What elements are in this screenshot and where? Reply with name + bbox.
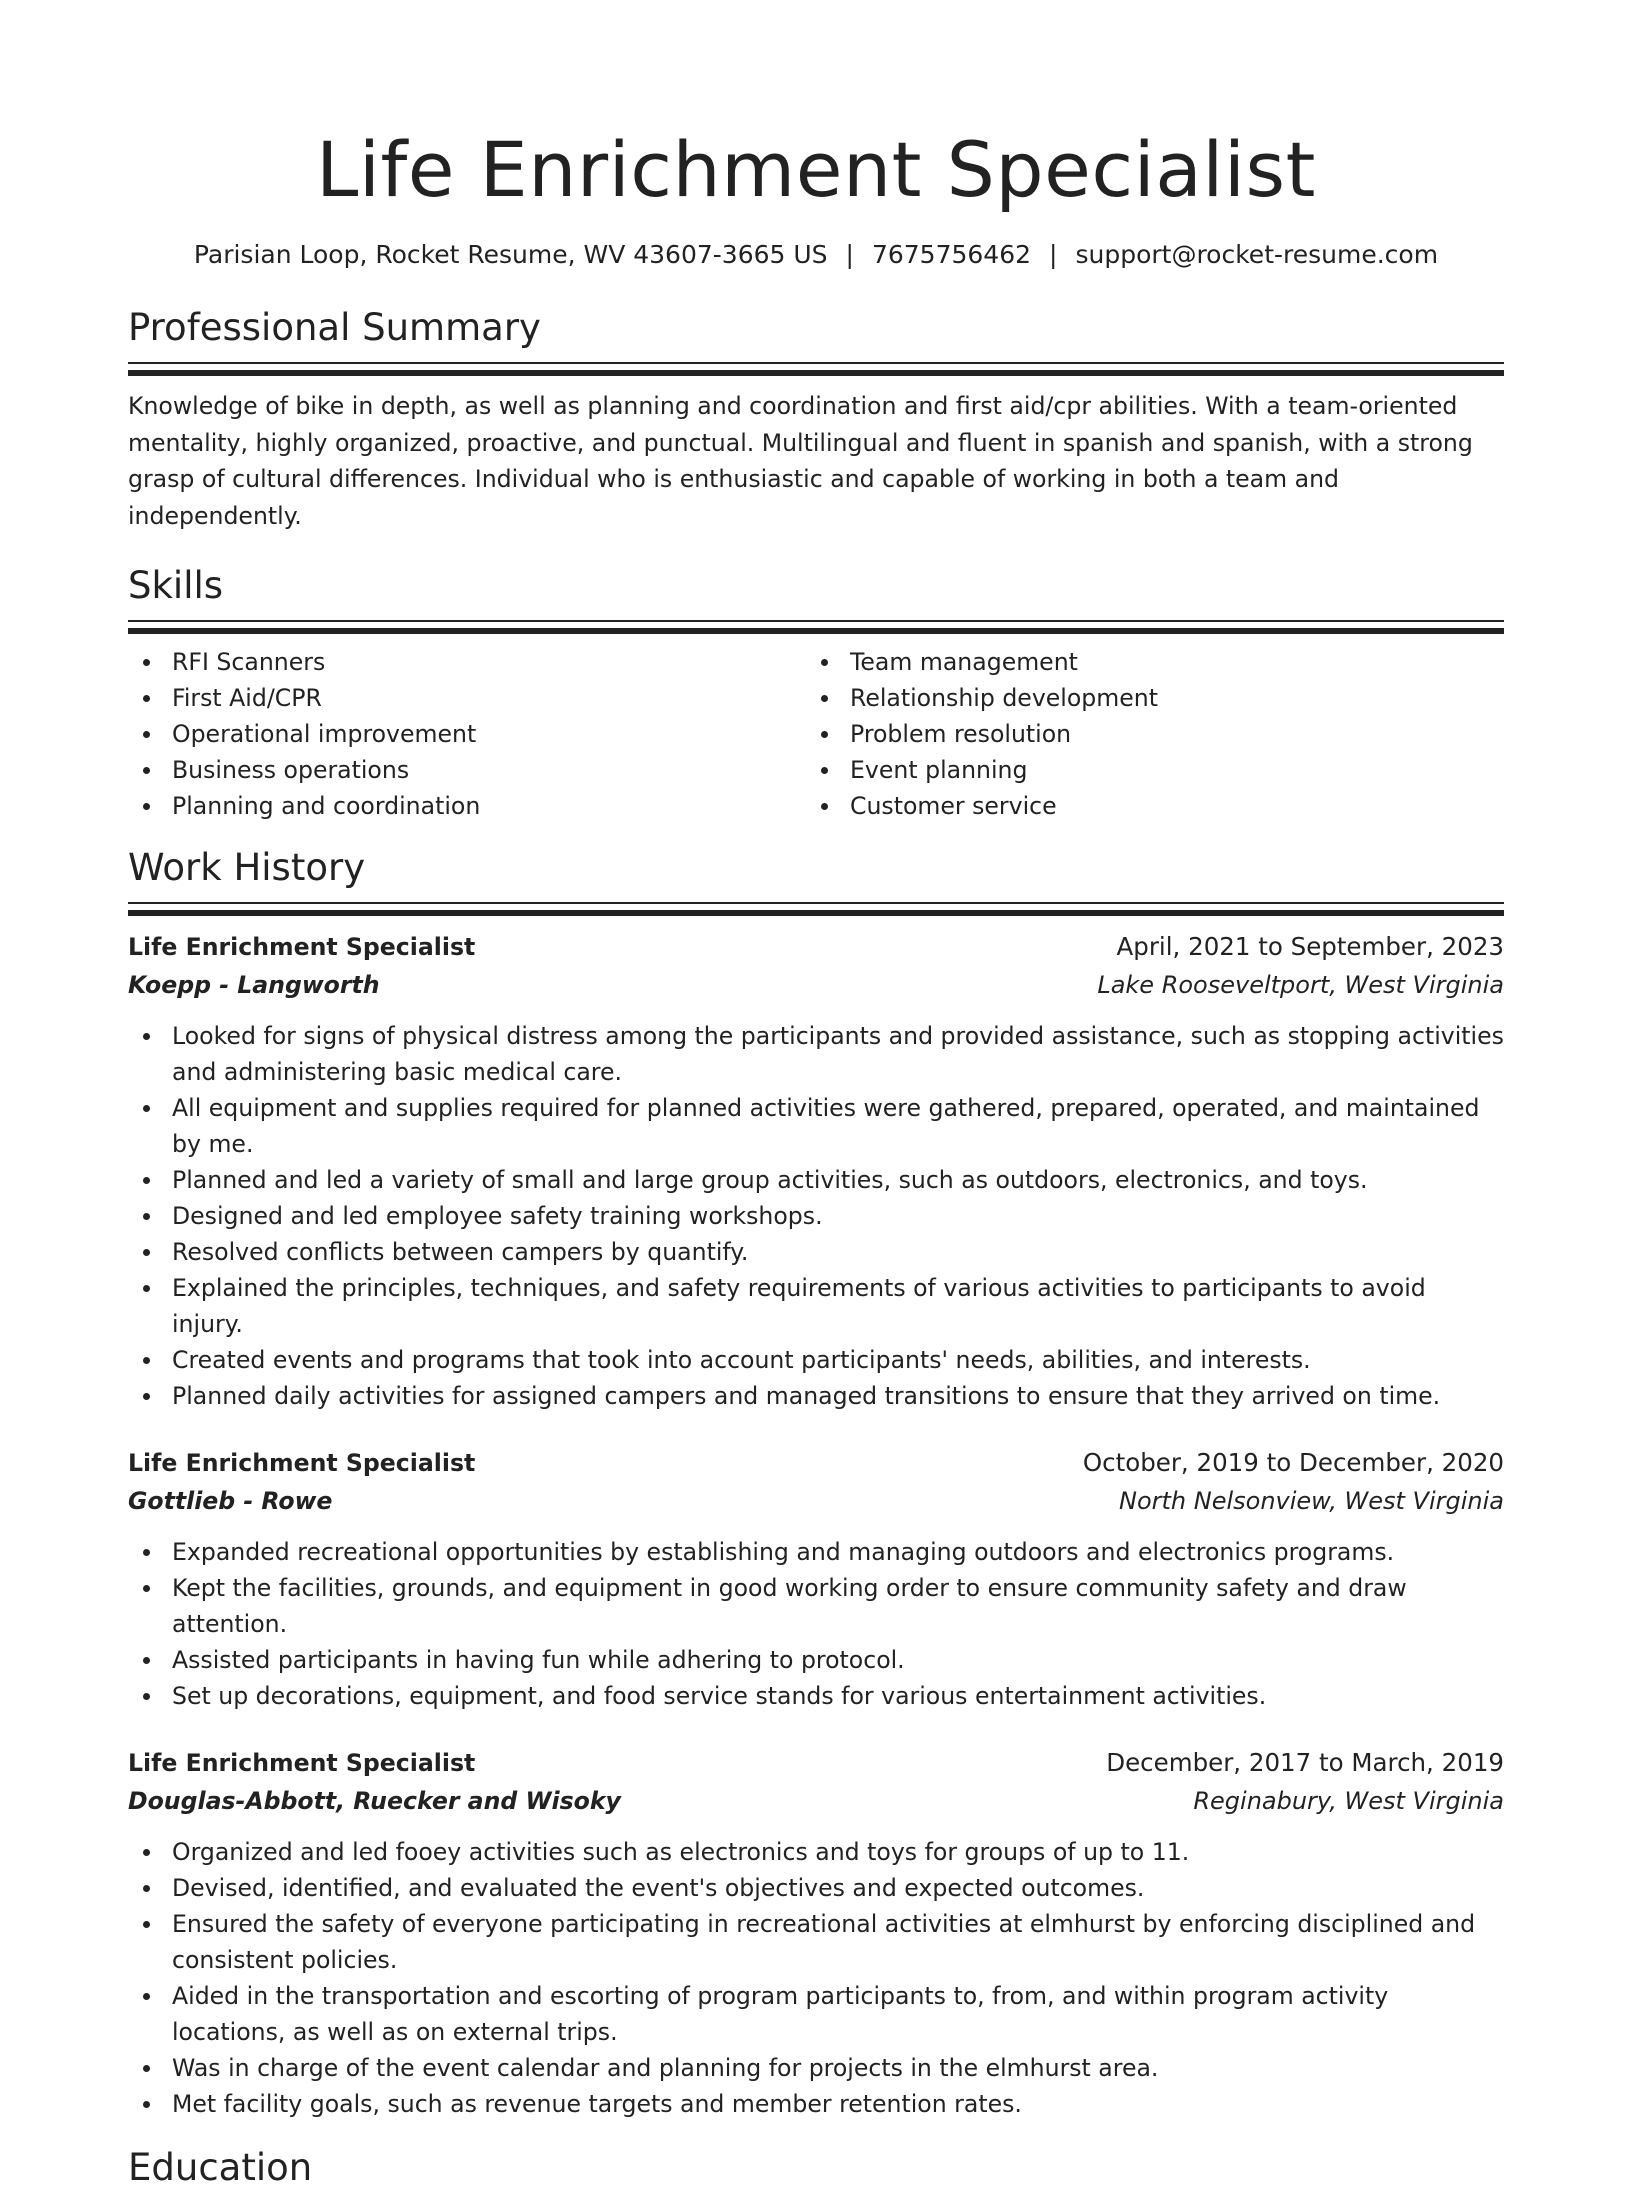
contact-separator: | <box>845 240 854 269</box>
summary-section <box>128 304 1504 534</box>
skill-item: Operational improvement <box>172 716 806 752</box>
job-duties <box>128 1834 1504 2122</box>
duty-item: Planned and led a variety of small and large group activities, such as outdoors, electronics, and toys. <box>128 1162 1504 1198</box>
skills-column-left <box>128 644 806 824</box>
job-location: North Nelsonview, West Virginia <box>1118 1487 1504 1515</box>
skills-section <box>128 562 1504 824</box>
job-title: Life Enrichment Specialist <box>128 933 476 961</box>
duty-item: Looked for signs of physical distress among the participants and provided assistance, such as stopping activities and administering basic medical care. <box>128 1018 1504 1090</box>
skill-item: Problem resolution <box>850 716 1484 752</box>
job-title: Life Enrichment Specialist <box>128 1449 476 1477</box>
job-header-row <box>128 1744 1504 1782</box>
skill-item: RFI Scanners <box>172 644 806 680</box>
job-dates: December, 2017 to March, 2019 <box>1106 1748 1504 1777</box>
skill-item: Customer service <box>850 788 1484 824</box>
duty-item: Resolved conflicts between campers by quantify. <box>128 1234 1504 1270</box>
duty-item: Aided in the transportation and escorting of program participants to, from, and within program activity locations, as well as on external trips. <box>128 1978 1504 2050</box>
resume-page <box>128 0 1504 2192</box>
resume-name: Life Enrichment Specialist <box>316 125 1316 214</box>
contact-phone: 7675756462 <box>871 240 1032 269</box>
summary-text: Knowledge of bike in depth, as well as planning and coordination and first aid/cpr abilities. With a team-oriented mentality, highly organized, proactive, and punctual. Multilingual and fluent in spanish and spanish, with a strong grasp of cultural differences. Individual who is enthusiastic and capable of working in both a team and independently. <box>128 392 1473 530</box>
skill-item: First Aid/CPR <box>172 680 806 716</box>
section-divider <box>128 902 1504 916</box>
job-entry <box>128 1744 1504 2122</box>
duty-item: Ensured the safety of everyone participating in recreational activities at elmhurst by enforcing disciplined and consistent policies. <box>128 1906 1504 1978</box>
skill-item: Business operations <box>172 752 806 788</box>
skill-item: Relationship development <box>850 680 1484 716</box>
education-section <box>128 2144 1504 2192</box>
duty-item: Kept the facilities, grounds, and equipment in good working order to ensure community safety and draw attention. <box>128 1570 1504 1642</box>
work-history-section <box>128 844 1504 2122</box>
duty-item: Assisted participants in having fun while adhering to protocol. <box>128 1642 1504 1678</box>
section-title-work-history: Work History <box>128 846 366 889</box>
section-title-skills: Skills <box>128 564 224 607</box>
skill-item: Team management <box>850 644 1484 680</box>
job-location: Lake Rooseveltport, West Virginia <box>1097 971 1504 999</box>
duty-item: Planned daily activities for assigned campers and managed transitions to ensure that they arrived on time. <box>128 1378 1504 1414</box>
job-company: Koepp - Langworth <box>128 971 380 999</box>
section-title-education: Education <box>128 2146 313 2189</box>
duty-item: All equipment and supplies required for planned activities were gathered, prepared, operated, and maintained by me. <box>128 1090 1504 1162</box>
job-company-row <box>128 1482 1504 1520</box>
contact-line <box>128 238 1504 272</box>
job-duties <box>128 1534 1504 1714</box>
duty-item: Expanded recreational opportunities by establishing and managing outdoors and electronics programs. <box>128 1534 1504 1570</box>
skills-grid <box>128 644 1504 824</box>
contact-separator: | <box>1049 240 1058 269</box>
job-header-row <box>128 1444 1504 1482</box>
job-company-row <box>128 966 1504 1004</box>
skill-item: Event planning <box>850 752 1484 788</box>
duty-item: Devised, identified, and evaluated the event's objectives and expected outcomes. <box>128 1870 1504 1906</box>
duty-item: Was in charge of the event calendar and planning for projects in the elmhurst area. <box>128 2050 1504 2086</box>
duty-item: Explained the principles, techniques, and safety requirements of various activities to participants to avoid injury. <box>128 1270 1504 1342</box>
contact-email: support@rocket-resume.com <box>1075 240 1439 269</box>
duty-item: Set up decorations, equipment, and food service stands for various entertainment activities. <box>128 1678 1504 1714</box>
job-company: Douglas-Abbott, Ruecker and Wisoky <box>128 1787 621 1815</box>
job-company: Gottlieb - Rowe <box>128 1487 333 1515</box>
job-entry <box>128 928 1504 1414</box>
contact-address: Parisian Loop, Rocket Resume, WV 43607-3665 US <box>193 240 828 269</box>
section-title-summary: Professional Summary <box>128 306 541 349</box>
section-divider <box>128 620 1504 634</box>
job-dates: April, 2021 to September, 2023 <box>1116 932 1504 961</box>
job-duties <box>128 1018 1504 1414</box>
job-title: Life Enrichment Specialist <box>128 1749 476 1777</box>
job-company-row <box>128 1782 1504 1820</box>
job-header-row <box>128 928 1504 966</box>
job-dates: October, 2019 to December, 2020 <box>1082 1448 1504 1477</box>
job-location: Reginabury, West Virginia <box>1193 1787 1504 1815</box>
duty-item: Organized and led fooey activities such as electronics and toys for groups of up to 11. <box>128 1834 1504 1870</box>
section-divider <box>128 362 1504 376</box>
duty-item: Created events and programs that took into account participants' needs, abilities, and interests. <box>128 1342 1504 1378</box>
duty-item: Designed and led employee safety training workshops. <box>128 1198 1504 1234</box>
skill-item: Planning and coordination <box>172 788 806 824</box>
job-entry <box>128 1444 1504 1714</box>
skills-column-right <box>806 644 1484 824</box>
duty-item: Met facility goals, such as revenue targets and member retention rates. <box>128 2086 1504 2122</box>
